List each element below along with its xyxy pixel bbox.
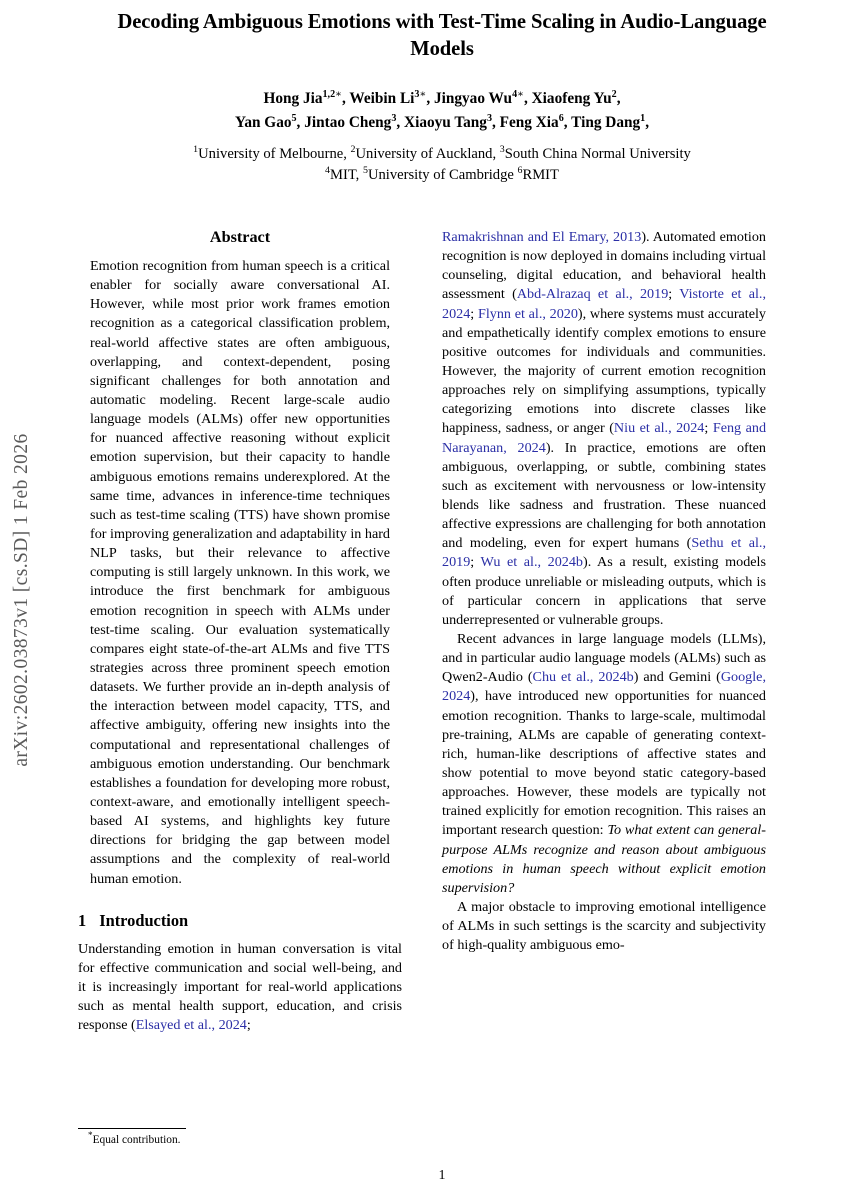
page-title: Decoding Ambiguous Emotions with Test-Time Scaling in Audio-Language Models xyxy=(117,11,767,60)
section-number: 1 xyxy=(78,910,87,930)
intro-text-a: Understanding emotion in human conversation is vital for effective communication and social well-being, and it is increasingly important for real-world applications such as mental health support, education, and crisis response ( xyxy=(78,940,402,1034)
intro-text-f: ), where systems must accurately and empathetically identify complex emotions to ensure positive outcomes for individuals and communities. However, the majority of current emotion recognition approaches rely on simplifying assumptions, typically categorizing emotions into discrete classes like happiness, sadness, or anger ( xyxy=(442,305,767,437)
citation-link[interactable]: Elsayed et al., 2024 xyxy=(135,1017,247,1034)
author-entry: Jintao Cheng$^3$, xyxy=(304,112,401,131)
paper-content xyxy=(78,0,806,1200)
intro-sep-d: ; xyxy=(668,286,680,303)
author-entry: Xiaoyu Tang$^3$, xyxy=(404,112,496,131)
intro2-text-a: Recent advances in large language models (LLMs), and in particular audio language models (ALMs) such as Qwen2-Audio ( xyxy=(442,630,766,686)
page-number: 1 xyxy=(438,1168,446,1183)
intro2-text-c: ), have introduced new opportunities for nuanced emotion recognition. Thanks to large-scale, multimodal pre-training, ALMs are capable of generating context-rich, human-like descriptions of affective states and show potential to move beyond static category-based approaches. However, these models are typically not trained explicitly for emotion recognition. This raises an important research question: xyxy=(442,688,766,839)
right-column xyxy=(442,228,766,1148)
arxiv-identifier-stamp: arXiv:2602.03873v1 [cs.SD] 1 Feb 2026 xyxy=(11,433,32,767)
intro2-text-b: ) and Gemini ( xyxy=(633,669,721,686)
author-entry: Jingyao $Wu^{4∗}$, xyxy=(433,88,528,107)
intro-sep-g: ; xyxy=(704,420,713,437)
footnote-text xyxy=(78,1130,402,1148)
abstract-block xyxy=(78,257,402,889)
author-entry: Ting Dang$^1$, xyxy=(571,112,650,131)
intro-text-b: ; xyxy=(246,1017,251,1034)
author-entry: Hong Jia$^{1,2∗}$, xyxy=(263,88,346,107)
citation-link[interactable]: Abd-Alrazaq et al., 2019 xyxy=(516,286,669,303)
author-entry: Xiaofeng Yu$^2$, xyxy=(531,88,621,107)
intro-paragraph-1 xyxy=(78,940,402,1036)
intro-text-j: ). As a result, existing models often produce unreliable or misleading outputs, which is of particular concern in applications that serve underrepresented or vulnerable groups. xyxy=(442,554,766,628)
intro-paragraph-1-cont xyxy=(442,228,766,630)
author-line-2 xyxy=(78,111,806,135)
citation-link[interactable]: Google, 2024 xyxy=(442,669,766,705)
footnote-area xyxy=(78,1128,402,1148)
citation-link[interactable]: Sethu et al., 2019 xyxy=(442,535,766,571)
citation-link[interactable]: Chu et al., 2024b xyxy=(532,669,634,686)
footnote-marker: * xyxy=(88,1130,93,1141)
two-column-body xyxy=(78,228,806,1148)
author-entry: Yan Gao$^5$, xyxy=(234,112,301,131)
author-entry: Weibin $Li^{3∗}$, xyxy=(349,88,431,107)
left-column xyxy=(78,228,402,1148)
intro-paragraph-2 xyxy=(442,630,766,898)
intro-sep-e: ; xyxy=(470,305,478,322)
affiliation-line-2: $^4$MIT, $^5$University of Cambridge $^6$RMIT xyxy=(325,165,559,184)
citation-link[interactable]: Wu et al., 2024b xyxy=(480,554,583,571)
citation-link[interactable]: Niu et al., 2024 xyxy=(613,420,705,437)
section-heading-introduction xyxy=(78,911,402,931)
author-line-1 xyxy=(78,87,806,111)
intro-text-c: ). Automated emotion recognition is now deployed in domains including virtual counseling, digital education, and behavioral health assessment ( xyxy=(442,229,767,303)
citation-link[interactable]: Ramakrishnan and El Emary, 2013 xyxy=(442,229,642,245)
author-entry: Feng Xia$^6$, xyxy=(499,112,568,131)
citation-link[interactable]: Feng and Narayanan, 2024 xyxy=(442,420,767,456)
intro-sep-i: ; xyxy=(470,554,481,571)
intro-paragraph-3: A major obstacle to improving emotional intelligence of ALMs in such settings is the scarcity and subjectivity of high-quality ambiguous emo- xyxy=(442,898,766,954)
intro-text-h: ). In practice, emotions are often ambiguous, overlapping, or subtle, combining states such as excitement with nervousness or low-intensity blends like sadness and frustration. These nuanced affective expressions are challenging for both annotation and modeling, even for expert humans ( xyxy=(442,439,767,552)
affiliation-line-1: $^1$University of Melbourne, $^2$University of Auckland, $^3$South China Normal University xyxy=(193,143,691,162)
author-list xyxy=(78,87,806,135)
citation-link[interactable]: Flynn et al., 2020 xyxy=(477,305,578,322)
research-question: To what extent can general-purpose ALMs recognize and reason about ambiguous emotions in human speech without explicit emotion supervision? xyxy=(442,822,766,896)
section-title: Introduction xyxy=(99,910,189,930)
affiliation-list xyxy=(78,144,806,187)
footnote-divider xyxy=(78,1128,186,1129)
abstract-text: Emotion recognition from human speech is a critical enabler for socially aware conversational AI. However, while most prior work frames emotion recognition as a categorical classification problem, real-world affective states are often ambiguous, overlapping, and context-dependent, posing significant challenges for both annotation and automatic modeling. Recent large-scale audio language models (ALMs) offer new opportunities for nuanced affective reasoning without explicit emotion supervision, but their capacity to handle ambiguous emotions remains underexplored. At the same time, advances in inference-time techniques such as test-time scaling (TTS) have shown promise for improving generalization and adaptability in hard NLP tasks, but their relevance to affective computing is still largely unknown. In this work, we introduce the first benchmark for ambiguous emotion recognition in speech with ALMs under test-time scaling. Our evaluation systematically compares eight state-of-the-art ALMs and five TTS strategies across three prominent speech emotion datasets. We further provide an in-depth analysis of the interaction between model capacity, TTS, and affective ambiguity, offering new insights into the computational and representational challenges of ambiguous emotion understanding. Our benchmark establishes a foundation for developing more robust, context-aware, and emotionally intelligent speech-based AI systems, and highlights key future directions for bridging the gap between model assumptions and the complexity of real-world human emotion. xyxy=(90,258,390,887)
footnote-body: Equal contribution. xyxy=(92,1134,181,1146)
citation-link[interactable]: Vistorte et al., 2024 xyxy=(442,286,766,322)
abstract-heading: Abstract xyxy=(209,228,271,246)
